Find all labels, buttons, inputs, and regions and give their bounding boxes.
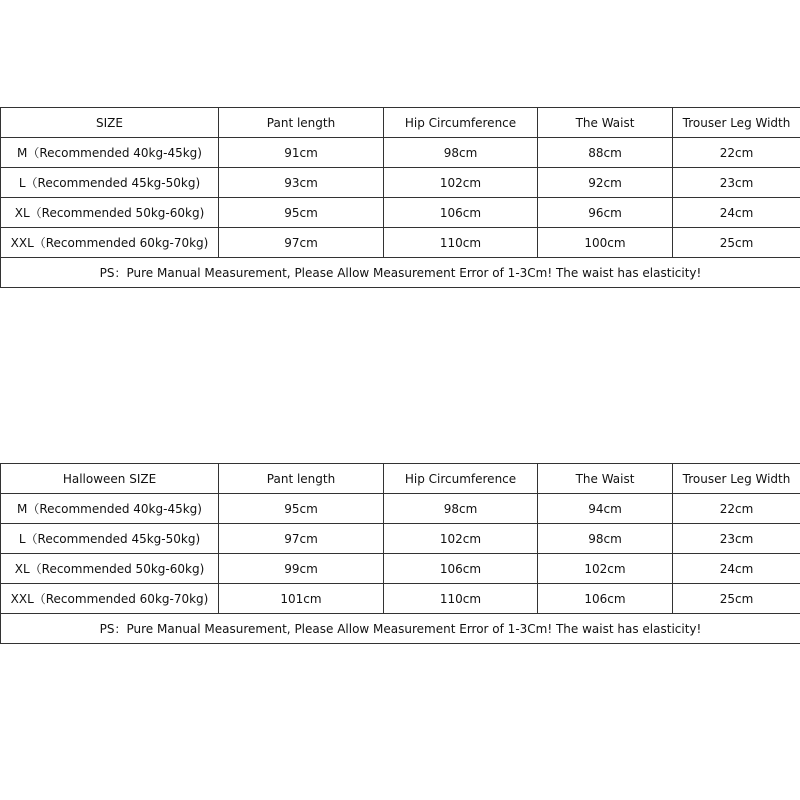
table-row bbox=[1, 554, 800, 584]
header-cell-leg-width: Trouser Leg Width bbox=[673, 464, 800, 494]
table-row bbox=[1, 228, 800, 258]
header-cell-pant-length: Pant length bbox=[219, 464, 384, 494]
size-chart-table bbox=[0, 107, 800, 288]
table-row bbox=[1, 198, 800, 228]
table-header-row bbox=[1, 464, 800, 494]
leg-width-cell: 22cm bbox=[673, 138, 800, 168]
table-header-row bbox=[1, 108, 800, 138]
table-note-row bbox=[1, 258, 800, 288]
pant-length-cell: 99cm bbox=[219, 554, 384, 584]
waist-cell: 88cm bbox=[538, 138, 673, 168]
pant-length-cell: 95cm bbox=[219, 198, 384, 228]
hip-cell: 110cm bbox=[384, 228, 538, 258]
size-cell: M（Recommended 40kg-45kg) bbox=[1, 494, 219, 524]
table-row bbox=[1, 168, 800, 198]
table-row bbox=[1, 584, 800, 614]
waist-cell: 100cm bbox=[538, 228, 673, 258]
header-cell-size: SIZE bbox=[1, 108, 219, 138]
table-row bbox=[1, 524, 800, 554]
measurement-note: PS：Pure Manual Measurement, Please Allow Measurement Error of 1-3Cm! The waist has elasticity! bbox=[1, 614, 800, 644]
header-cell-size: Halloween SIZE bbox=[1, 464, 219, 494]
waist-cell: 96cm bbox=[538, 198, 673, 228]
size-cell: L（Recommended 45kg-50kg) bbox=[1, 524, 219, 554]
header-cell-waist: The Waist bbox=[538, 108, 673, 138]
leg-width-cell: 23cm bbox=[673, 168, 800, 198]
hip-cell: 106cm bbox=[384, 554, 538, 584]
waist-cell: 94cm bbox=[538, 494, 673, 524]
header-cell-hip-circumference: Hip Circumference bbox=[384, 108, 538, 138]
size-cell: XL（Recommended 50kg-60kg) bbox=[1, 554, 219, 584]
pant-length-cell: 93cm bbox=[219, 168, 384, 198]
header-cell-pant-length: Pant length bbox=[219, 108, 384, 138]
table-note-row bbox=[1, 614, 800, 644]
leg-width-cell: 25cm bbox=[673, 584, 800, 614]
leg-width-cell: 22cm bbox=[673, 494, 800, 524]
size-cell: XL（Recommended 50kg-60kg) bbox=[1, 198, 219, 228]
pant-length-cell: 101cm bbox=[219, 584, 384, 614]
header-cell-hip-circumference: Hip Circumference bbox=[384, 464, 538, 494]
size-cell: M（Recommended 40kg-45kg) bbox=[1, 138, 219, 168]
leg-width-cell: 24cm bbox=[673, 198, 800, 228]
leg-width-cell: 24cm bbox=[673, 554, 800, 584]
table-row bbox=[1, 138, 800, 168]
pant-length-cell: 97cm bbox=[219, 228, 384, 258]
hip-cell: 98cm bbox=[384, 494, 538, 524]
size-cell: XXL（Recommended 60kg-70kg) bbox=[1, 228, 219, 258]
waist-cell: 98cm bbox=[538, 524, 673, 554]
waist-cell: 106cm bbox=[538, 584, 673, 614]
hip-cell: 110cm bbox=[384, 584, 538, 614]
waist-cell: 92cm bbox=[538, 168, 673, 198]
header-cell-waist: The Waist bbox=[538, 464, 673, 494]
leg-width-cell: 23cm bbox=[673, 524, 800, 554]
halloween-size-chart-table bbox=[0, 463, 800, 644]
measurement-note: PS：Pure Manual Measurement, Please Allow Measurement Error of 1-3Cm! The waist has elasticity! bbox=[1, 258, 800, 288]
leg-width-cell: 25cm bbox=[673, 228, 800, 258]
size-cell: L（Recommended 45kg-50kg) bbox=[1, 168, 219, 198]
header-cell-leg-width: Trouser Leg Width bbox=[673, 108, 800, 138]
size-cell: XXL（Recommended 60kg-70kg) bbox=[1, 584, 219, 614]
table-row bbox=[1, 494, 800, 524]
waist-cell: 102cm bbox=[538, 554, 673, 584]
pant-length-cell: 91cm bbox=[219, 138, 384, 168]
pant-length-cell: 95cm bbox=[219, 494, 384, 524]
pant-length-cell: 97cm bbox=[219, 524, 384, 554]
hip-cell: 102cm bbox=[384, 168, 538, 198]
hip-cell: 102cm bbox=[384, 524, 538, 554]
hip-cell: 98cm bbox=[384, 138, 538, 168]
hip-cell: 106cm bbox=[384, 198, 538, 228]
